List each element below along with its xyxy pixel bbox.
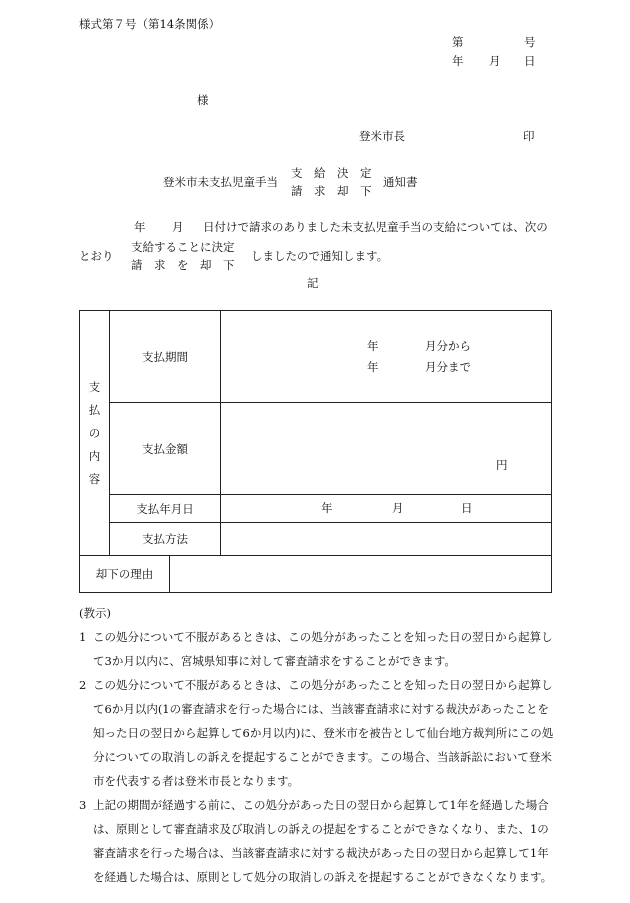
payment-date-month: 月 xyxy=(392,501,404,515)
rejection-reason-value[interactable] xyxy=(170,556,552,593)
amount-label: 支払金額 xyxy=(110,403,221,495)
payment-content-group-label: 支 払 の 内 容 xyxy=(80,311,110,556)
period-to-year: 年 xyxy=(367,360,379,374)
amount-value[interactable] xyxy=(221,403,552,495)
issuer: 登米市長 xyxy=(359,129,405,143)
title-suffix: 通知書 xyxy=(383,175,418,189)
rejection-reason-label: 却下の理由 xyxy=(80,556,170,593)
period-from-month: 月分から xyxy=(425,339,471,353)
body-line1: 日付けで請求のありました未支払児童手当の支給については、次の xyxy=(203,220,548,234)
period-from-year: 年 xyxy=(367,339,379,353)
number-prefix: 第 xyxy=(452,35,464,49)
date-day: 日 xyxy=(524,54,536,68)
payment-date-year: 年 xyxy=(321,501,333,515)
payment-method-label: 支払方法 xyxy=(110,523,221,556)
body-month: 月 xyxy=(172,220,184,234)
body-line2-lead: とおり xyxy=(79,249,114,263)
date-month: 月 xyxy=(489,54,501,68)
number-suffix: 号 xyxy=(524,35,536,49)
payment-date-value[interactable] xyxy=(221,495,552,523)
recipient-suffix: 様 xyxy=(197,93,209,107)
body-option-rejection: 請 求 を 却 下 xyxy=(131,258,235,272)
seal-mark: 印 xyxy=(523,129,535,143)
amount-unit: 円 xyxy=(496,458,508,472)
instructions-section xyxy=(79,601,559,889)
instruction-item: 3 上記の期間が経過する前に、この処分があった日の翌日から起算して1年を経過した場合は、原則として審査請求及び取消しの訴えの提起をすることができなくなり、また、1の審査請求を行った場合は、当該審査請求に対する裁決があった日の翌日から起算して1年を経過した場合は、原則として処分の取消しの訴えを提起することができなくなります。 xyxy=(79,798,553,884)
body-year: 年 xyxy=(134,220,146,234)
title-option-decision: 支 給 決 定 xyxy=(291,166,372,180)
period-value[interactable] xyxy=(221,311,552,403)
period-to-month: 月分まで xyxy=(425,360,471,374)
payment-details-table xyxy=(79,310,552,593)
instructions-title: (教示) xyxy=(79,606,111,620)
instruction-item: 2 この処分について不服があるときは、この処分があったことを知った日の翌日から起算して6か月以内(1の審査請求を行った場合には、当該審査請求に対する裁決があったことを知った日の翌日から起算して6か月以内)に、登米市を被告として仙台地方裁判所にこの処分についての取消しの訴えを提起することができます。この場合、当該訴訟において登米市を代表する者は登米市長となります。 xyxy=(79,678,554,788)
body-option-decision: 支給することに決定 xyxy=(131,240,235,254)
instruction-item: 1 この処分について不服があるときは、この処分があったことを知った日の翌日から起算して3か月以内に、宮城県知事に対して審査請求をすることができます。 xyxy=(79,630,553,668)
payment-date-day: 日 xyxy=(461,501,473,515)
payment-method-value[interactable] xyxy=(221,523,552,556)
date-year: 年 xyxy=(452,54,464,68)
form-label: 様式第７号（第14条関係） xyxy=(79,17,221,31)
payment-date-label: 支払年月日 xyxy=(110,495,221,523)
ki-mark: 記 xyxy=(307,276,319,290)
title-option-rejection: 請 求 却 下 xyxy=(291,184,372,198)
period-label: 支払期間 xyxy=(110,311,221,403)
body-line2: しましたので通知します。 xyxy=(251,249,389,263)
title-prefix: 登米市未支払児童手当 xyxy=(163,175,278,189)
